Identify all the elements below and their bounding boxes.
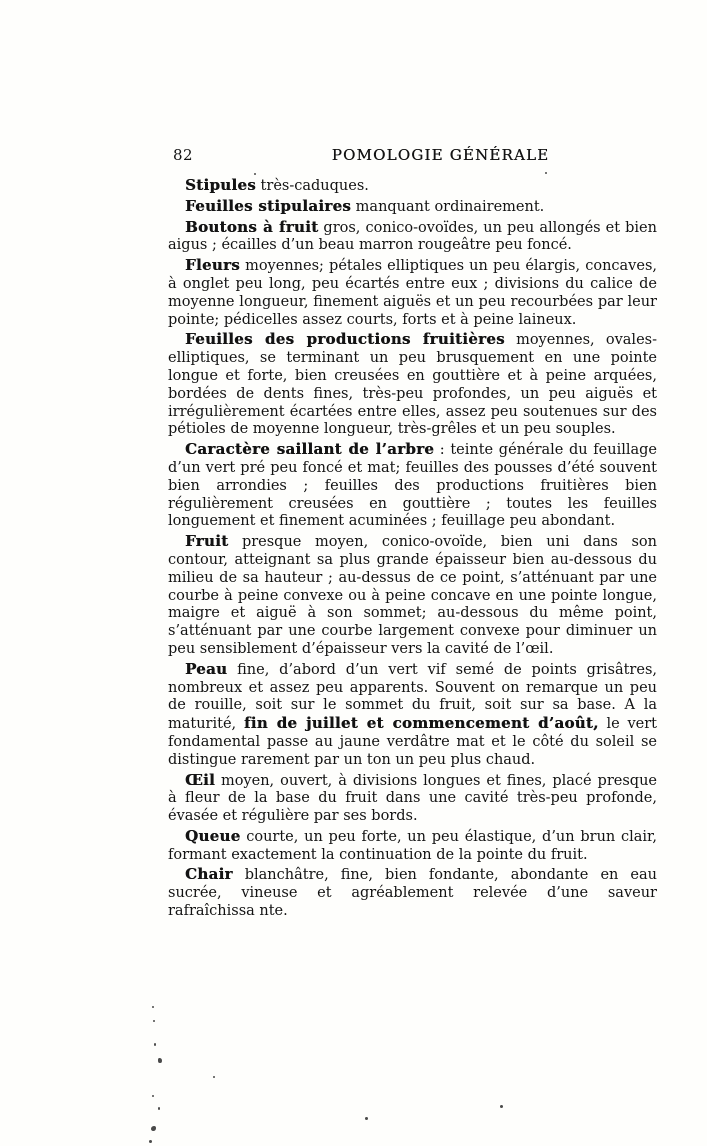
bold-term: Feuilles stipulaires bbox=[185, 196, 352, 215]
paragraph bbox=[168, 331, 657, 439]
bold-term: Œil bbox=[185, 770, 215, 789]
scan-speck bbox=[154, 1043, 156, 1046]
paragraph bbox=[168, 533, 657, 659]
scan-speck bbox=[149, 1140, 152, 1143]
bold-term: Chair bbox=[185, 865, 233, 884]
bold-term: Boutons à fruit bbox=[185, 217, 319, 236]
paragraph-text: blanchâtre, fine, bien fondante, abondante en eau sucrée, vineuse et agréablement relevée d’une saveur rafraîchissa nte. bbox=[168, 867, 657, 920]
paragraph-text: manquant ordinairement. bbox=[351, 198, 545, 215]
paragraph-text: moyen, ouvert, à divisions longues et fines, placé presque à fleur de la base du fruit dans une cavité très-peu profonde, évasée et régulière par ses bords. bbox=[168, 772, 657, 825]
paragraph bbox=[168, 441, 657, 531]
scan-speck bbox=[158, 1107, 160, 1110]
paragraph bbox=[168, 866, 657, 920]
paragraph bbox=[168, 661, 657, 770]
scan-speck bbox=[152, 1095, 154, 1097]
paragraph-text: moyennes, ovales-elliptiques, se terminant un peu brusquement en une pointe longue et forte, bien creusées en gouttière et à peine arquées, bordées de dents fines, très-peu profondes, un peu aiguës et irrégulièrement écartées entre elles, assez peu soutenues sur des pétioles de moyenne longueur, très-grêles et un peu souples. bbox=[168, 332, 657, 438]
scan-speck bbox=[158, 1058, 162, 1063]
scan-speck bbox=[152, 1006, 154, 1008]
paragraph bbox=[168, 177, 657, 196]
scan-speck bbox=[500, 1105, 503, 1108]
paragraph-text: : teinte générale du feuillage d’un vert pré peu foncé et mat; feuilles des pousses d’été souvent bien arrondies ; feuilles des productions fruitières bien régulièrement creusées en gouttière ; toutes les feuilles longuement et finement acuminées ; feuillage peu abondant. bbox=[168, 442, 657, 530]
paragraph bbox=[168, 257, 657, 329]
page-number: 82 bbox=[173, 146, 194, 164]
paragraph bbox=[168, 828, 657, 865]
bold-term: Peau bbox=[185, 659, 228, 678]
bold-term: Stipules bbox=[185, 176, 256, 194]
page-header bbox=[168, 146, 657, 166]
bold-term: Caractère saillant de l’arbre bbox=[185, 440, 435, 459]
scan-speck bbox=[213, 1076, 215, 1078]
scan-speck bbox=[151, 1126, 156, 1131]
bold-term: Fleurs bbox=[185, 256, 240, 275]
paragraph bbox=[168, 772, 657, 826]
bold-term: Feuilles des productions fruitières bbox=[185, 330, 505, 349]
bold-term: fin de juillet et commencement d’août, bbox=[243, 714, 599, 733]
paragraph bbox=[168, 219, 657, 256]
paragraph-text: fine, d’abord d’un vert vif semé de points grisâtres, nombreux et assez peu apparents. Souvent on remarque un peu de rouille, soit sur le sommet du fruit, soit sur sa base. A la maturité, bbox=[168, 661, 657, 733]
paragraph-text: courte, un peu forte, un peu élastique, d’un brun clair, formant exactement la continuation de la pointe du fruit. bbox=[168, 828, 657, 863]
bold-term: Fruit bbox=[185, 532, 229, 551]
scan-speck bbox=[365, 1117, 368, 1120]
paragraph bbox=[168, 198, 657, 217]
paragraph-text: très-caduques. bbox=[255, 178, 369, 194]
running-title: POMOLOGIE GÉNÉRALE bbox=[331, 146, 550, 164]
scan-speck bbox=[545, 172, 547, 174]
paragraph-text: le vert fondamental passe au jaune verdâtre mat et le côté du soleil se distingue rarement par un ton un peu plus chaud. bbox=[168, 716, 657, 768]
page-body bbox=[168, 175, 657, 921]
bold-term: Queue bbox=[185, 826, 241, 845]
paragraph-text: presque moyen, conico-ovoïde, bien uni dans son contour, atteignant sa plus grande épaisseur bien au-dessous du milieu de sa hauteur ; au-dessus de ce point, s’atténuant par une courbe à peine convexe ou à peine concave en une pointe longue, maigre et aiguë à son sommet; au-dessous du même point, s’atténuant par une courbe largement convexe pour diminuer un peu sensiblement d’épaisseur vers la cavité de l’œil. bbox=[168, 534, 657, 657]
scan-speck bbox=[254, 173, 256, 175]
scan-speck bbox=[153, 1020, 155, 1022]
paragraph-text: moyennes; pétales elliptiques un peu élargis, concaves, à onglet peu long, peu écartés entre eux ; divisions du calice de moyenne longueur, finement aiguës et un peu recourbées par leur pointe; pédicelles assez courts, forts et à peine laineux. bbox=[168, 258, 657, 328]
paragraph-text: gros, conico-ovoïdes, un peu allongés et bien aigus ; écailles d’un beau marron rougeâtre peu foncé. bbox=[168, 219, 657, 254]
